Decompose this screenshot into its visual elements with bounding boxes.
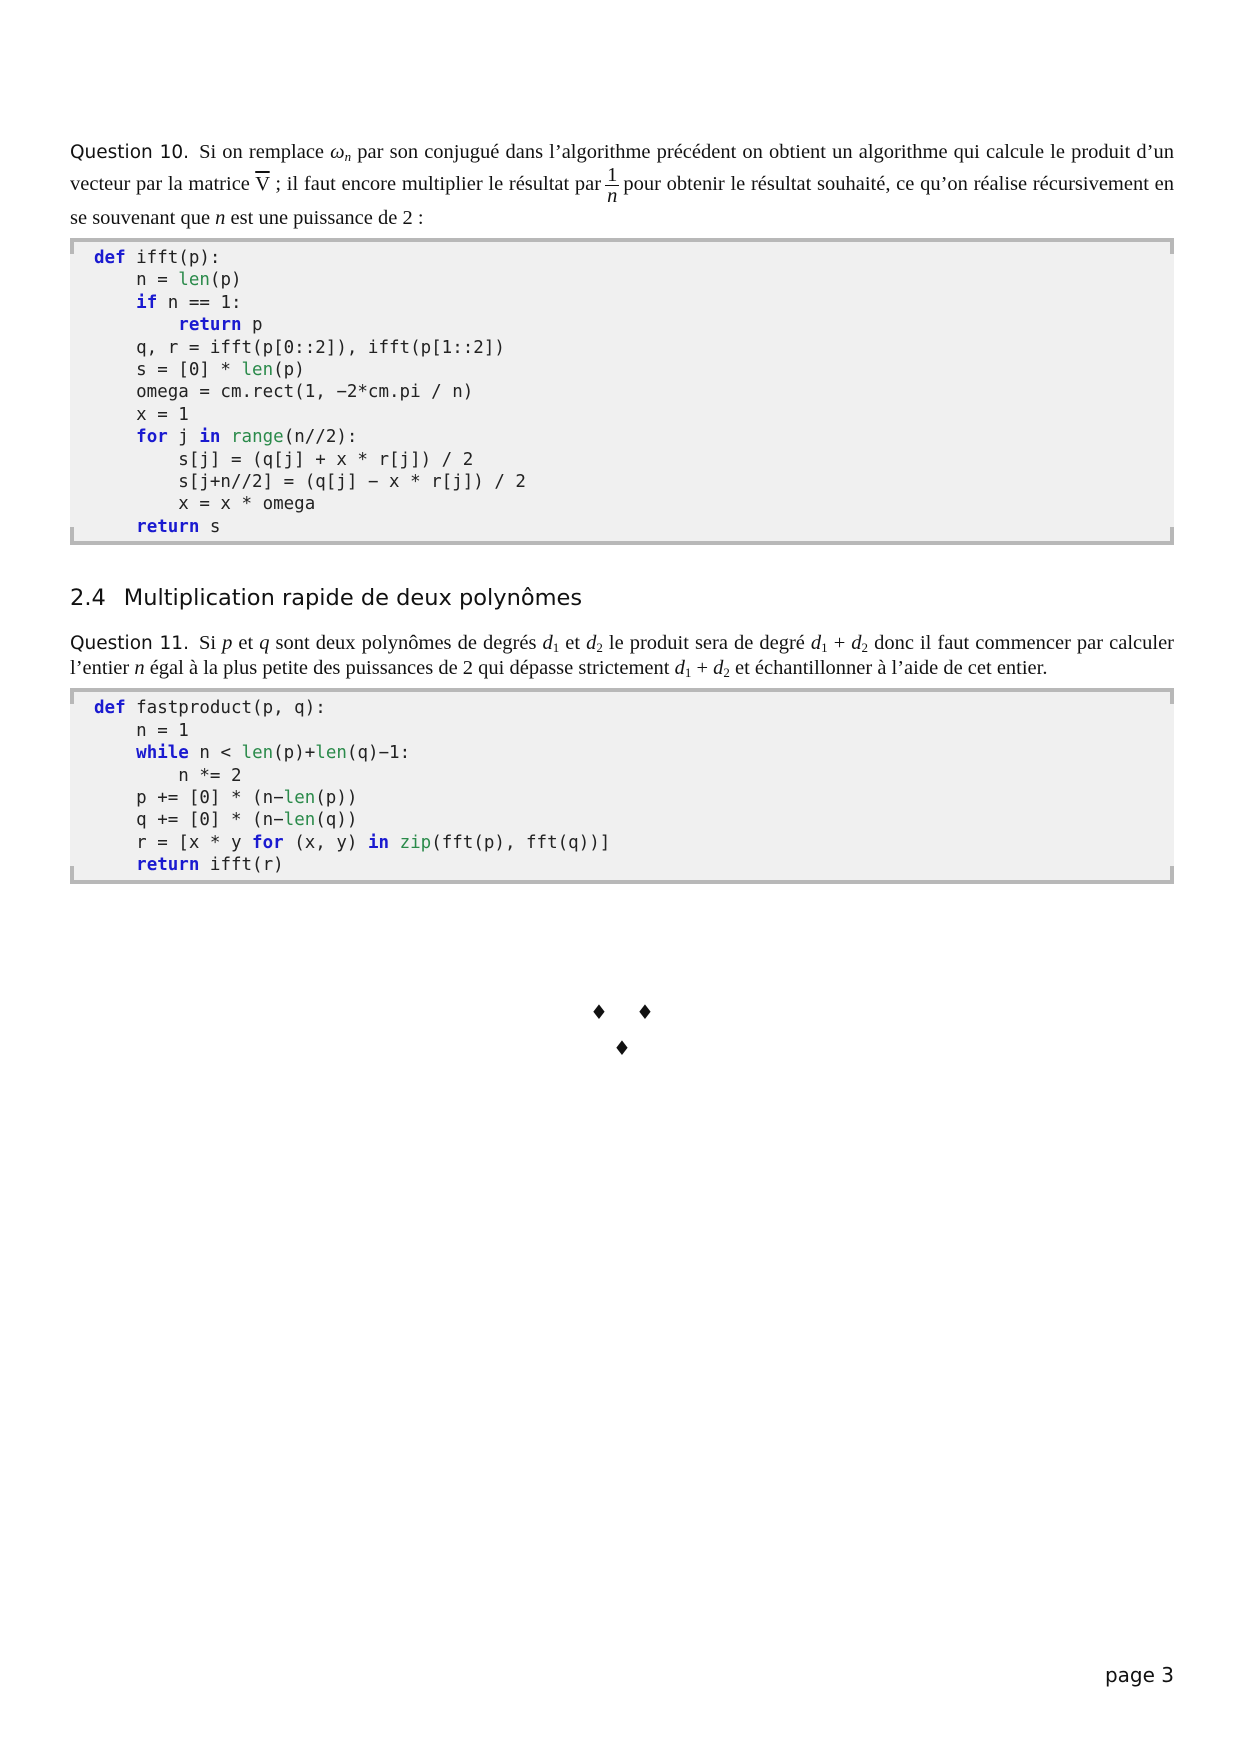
code-line: r = [x * y for (x, y) in zip(fft(p), fft(q))]: [94, 832, 611, 853]
code-line: omega = cm.rect(1, −2*cm.pi / n): [94, 382, 474, 403]
code-line: def ifft(p):: [94, 248, 221, 268]
code-line: s = [0] * len(p): [94, 360, 305, 381]
question-11-label: Question 11.: [70, 633, 189, 655]
code-block-ifft: [70, 238, 1174, 545]
q10-text-1: Si on remplace: [199, 141, 331, 163]
q10-text-5: est une puissance de 2 :: [225, 207, 424, 229]
code-line: q, r = ifft(p[0::2]), ifft(p[1::2]): [94, 337, 505, 358]
q10-text-3: ; il faut encore multiplier le résultat par: [269, 173, 602, 196]
question-11: Question 11. Si p et q sont deux polynômes de degrés $d_1$ et $d_2$ le produit sera de degré $d_1 + d_2$ donc il faut commencer par calculer l’entier n égal à la plus petite des puissances de 2 qui dépasse strictement $d_1 + d_2$ et échantillonner à l’aide de cet entier.: [70, 632, 1174, 681]
d2: $d_2$: [586, 632, 603, 656]
code-line: return ifft(r): [136, 855, 284, 876]
var-n: n: [215, 207, 226, 229]
ornament-diamond-icon: ♦: [590, 1000, 608, 1024]
code-line: s[j+n//2] = (q[j] − x * r[j]) / 2: [94, 472, 526, 493]
question-10-label: Question 10.: [70, 142, 190, 163]
d1: $d_1$: [674, 657, 692, 681]
code-line: p += [0] * (n−len(p)): [94, 787, 358, 808]
page-number: page 3: [1104, 1663, 1174, 1687]
code-line: for j in range(n//2):: [136, 427, 358, 448]
page-content: [70, 140, 1174, 884]
q10-text-4: pour obtenir le résultat souhaité, ce qu’on réalise récursivement en se souvenant que: [70, 173, 1174, 229]
code-line: n = len(p): [94, 270, 242, 291]
code-line: n *= 2: [94, 765, 242, 786]
question-10: [70, 140, 1174, 231]
code-line: x = 1: [94, 404, 189, 425]
code-line: n = 1: [94, 720, 189, 741]
code-line: q += [0] * (n−len(q)): [94, 810, 358, 831]
d2: $d_2$: [851, 632, 869, 656]
section-number: 2.4: [70, 585, 106, 612]
code-line: return p: [178, 315, 263, 336]
omega-n: $\omega_n$: [330, 141, 352, 164]
fraction-1-over-n: $\frac{1}{n}$: [607, 164, 618, 207]
ornament-diamond-icon: ♦: [636, 1000, 654, 1024]
d1: $d_1$: [542, 632, 560, 656]
section-title: Multiplication rapide de deux polynômes: [123, 585, 583, 612]
code-line: def fastproduct(p, q):: [94, 698, 326, 719]
ornament-diamond-icon: ♦: [613, 1036, 631, 1060]
matrix-v-bar: $\overline{V}$: [255, 173, 270, 196]
q10-text-2: par son conjugué dans l’algorithme précédent on obtient un algorithme qui calcule le produit d’un vecteur par la matrice: [70, 141, 1175, 196]
d2: $d_2$: [713, 657, 730, 681]
code-line: s[j] = (q[j] + x * r[j]) / 2: [94, 449, 474, 470]
code-line: x = x * omega: [94, 494, 316, 515]
code-line: if n == 1:: [136, 292, 242, 313]
d1: $d_1$: [810, 632, 828, 656]
section-heading: [70, 585, 1174, 611]
code-line: while n < len(p)+len(q)−1:: [136, 743, 411, 764]
code-block-fastproduct: [70, 688, 1174, 883]
code-line: return s: [136, 516, 221, 537]
